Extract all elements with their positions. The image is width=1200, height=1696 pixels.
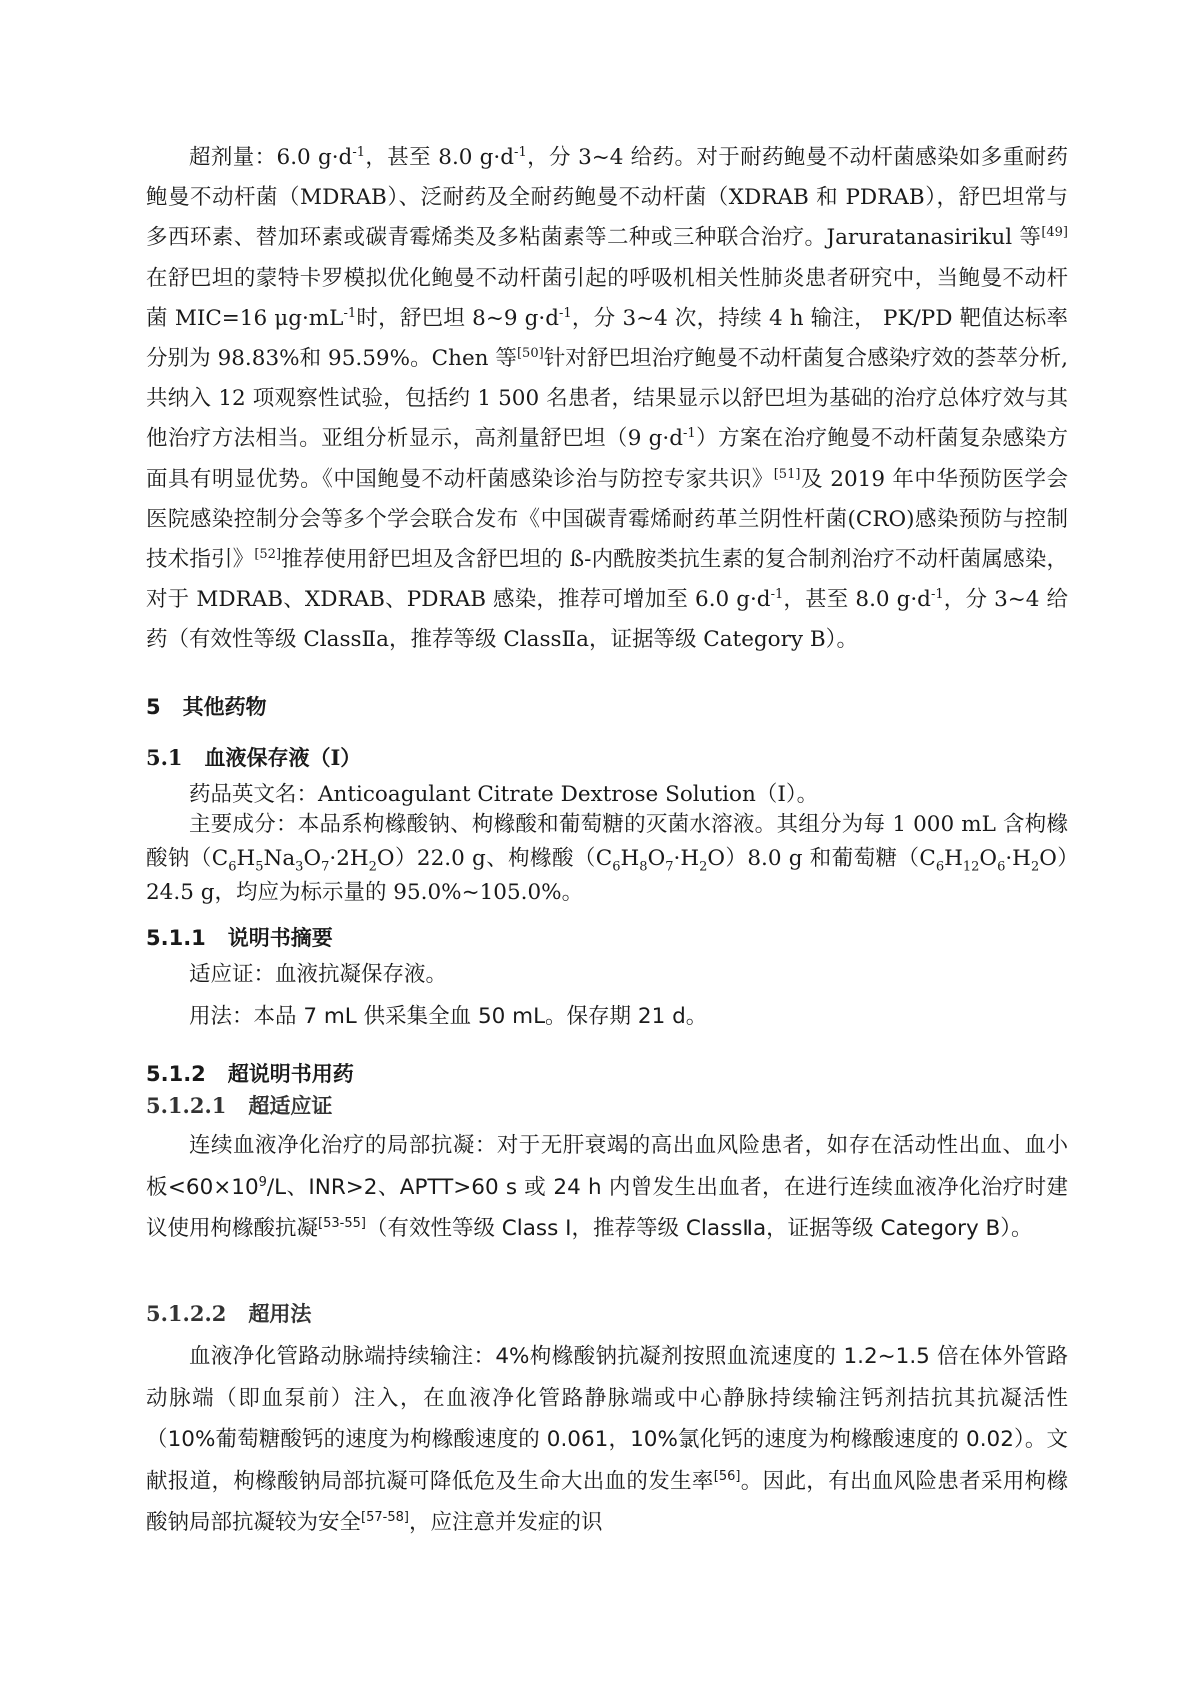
composition-paragraph (146, 808, 1068, 910)
superscript: -1 (930, 587, 944, 603)
section-heading-5-1-2-1 (146, 1090, 332, 1122)
text-run: 时，舒巴坦 8~9 g·d (356, 305, 559, 331)
subscript: 2 (368, 859, 377, 875)
text-run: 超剂量：6.0 g·d (189, 145, 353, 170)
text-run: 连续血液净化治疗的局部抗凝：对于无肝衰竭的高出血风险患者，如存在活动性出血、血小板<60×10 (146, 1133, 1068, 1200)
text-run: ）方案在治疗鲍曼不动杆菌复杂感染方面具有明显优势。《中国鲍曼不动杆菌感染诊治与防控专家共识》 (146, 426, 1068, 492)
superscript: 9 (258, 1174, 267, 1190)
text-run: 推荐使用舒巴坦及含舒巴坦的 ß-内酰胺类抗生素的复合制剂治疗不动杆菌属感染，对于 MDRAB、XDRAB、PDRAB 感染，推荐可增加至 6.0 g·d (146, 547, 1068, 613)
section-heading-5-1 (146, 742, 361, 774)
text-run: ，分 3~4 给药。对于耐药鲍曼不动杆菌感染如多重耐药鲍曼不动杆菌（MDRAB）、泛耐药及全耐药鲍曼不动杆菌（XDRAB 和 PDRAB），舒巴坦常与多西环素、替加环素或碳青霉烯类及多粘菌素等二种或三种联合治疗。Jaruratanasirikul 等 (146, 145, 1069, 251)
subscript: 6 (612, 859, 621, 875)
section-title: 血液保存液（I） (204, 745, 362, 770)
citation: [57-58] (361, 1509, 409, 1525)
subscript: 5 (255, 859, 264, 875)
text-run: ，甚至 8.0 g·d (365, 145, 515, 170)
subscript: 8 (639, 859, 648, 875)
section-number: 5.1.1 (146, 926, 206, 950)
superscript: -1 (352, 144, 365, 160)
section-title: 说明书摘要 (227, 926, 333, 950)
superscript: -1 (683, 426, 696, 442)
superscript: -1 (343, 305, 357, 321)
text-run: 血液净化管路动脉端持续输注：4%枸橼酸钠抗凝剂按照血流速度的 1.2~1.5 倍在体外管路动脉端（即血泵前）注入，在血液净化管路静脉端或中心静脉持续输注钙剂拮抗其抗凝活性（10%葡萄糖酸钙的速度为枸橼酸速度的 0.061，10%氯化钙的速度为枸橼酸速度的 0.02）。文献报道，枸橼酸钠局部抗凝可降低危及生命大出血的发生率 (146, 1344, 1068, 1494)
section-heading-5-1-2 (146, 1058, 354, 1090)
subscript: 2 (1030, 859, 1040, 875)
text-run: O (303, 846, 322, 871)
subscript: 7 (665, 859, 674, 875)
citation: [52] (254, 546, 282, 562)
section-heading-5-1-1 (146, 922, 333, 954)
text-run: ，甚至 8.0 g·d (783, 587, 931, 613)
section-number: 5.1 (146, 745, 183, 770)
text-run: ，应注意并发症的识 (408, 1510, 603, 1535)
text-run: H (944, 846, 963, 871)
subscript: 12 (962, 859, 980, 875)
text-run: O (647, 846, 666, 871)
section-title: 超用法 (248, 1301, 312, 1326)
section-title: 超适应证 (248, 1093, 333, 1118)
subscript: 6 (228, 859, 237, 875)
text-run: 在舒巴坦的蒙特卡罗模拟优化鲍曼不动杆菌引起的呼吸机相关性肺炎患者研究中，当鲍曼不动杆菌 MIC=16 μg·mL (146, 265, 1068, 331)
text-run: ，分 3~4 给药（有效性等级 ClassⅡa，推荐等级 ClassⅡa，证据等级 Category B）。 (146, 587, 1068, 653)
usage-line: 用法：本品 7 mL 供采集全血 50 mL。保存期 21 d。 (189, 1004, 708, 1029)
section-heading-5-1-2-2 (146, 1298, 311, 1330)
paragraph-continuous-infusion (146, 1336, 1068, 1544)
text-run: （有效性等级 Class I，推荐等级 ClassⅡa，证据等级 Category B）。 (365, 1216, 1033, 1241)
section-number: 5.1.2.2 (146, 1301, 227, 1326)
text-run: /L、INR>2、APTT>60 s 或 24 h 内曾发生出血者，在进行连续血液净化治疗时建议使用枸橼酸抗凝 (146, 1174, 1069, 1241)
text-run: O）22.0 g、枸橼酸（C (376, 846, 613, 871)
subscript: 7 (321, 859, 330, 875)
section-number: 5.1.2 (146, 1062, 206, 1086)
text-run: O）8.0 g 和葡萄糖（C (707, 846, 936, 871)
citation: [56] (713, 1468, 741, 1484)
text-run: O）24.5 g，均应为标示量的 95.0%~105.0%。 (146, 846, 1069, 905)
text-run: O (979, 846, 998, 871)
subscript: 3 (295, 859, 304, 875)
text-run: H (236, 846, 256, 871)
superscript: -1 (559, 305, 572, 321)
paragraph-local-anticoagulation (146, 1125, 1068, 1250)
section-number: 5 (146, 695, 161, 719)
text-run: 针对舒巴坦治疗鲍曼不动杆菌复合感染疗效的荟萃分析,共纳入 12 项观察性试验，包括约 1 500 名患者，结果显示以舒巴坦为基础的治疗总体疗效与其他治疗方法相当。亚组分析显示，高剂量舒巴坦（9 g·d (146, 346, 1068, 452)
superscript: -1 (514, 144, 527, 160)
subscript: 2 (699, 859, 708, 875)
text-run: ，分 3~4 次，持续 4 h 输注， PK/PD 靶值达标率分别为 98.83%和 95.59%。Chen 等 (146, 305, 1069, 372)
citation: [49] (1041, 225, 1068, 241)
text-run: Na (263, 846, 296, 871)
subscript: 6 (935, 859, 945, 875)
text-run: 主要成分：本品系枸橼酸钠、枸橼酸和葡萄糖的灭菌水溶液。其组分为每 1 000 mL 含枸橼酸钠（C (146, 812, 1068, 871)
citation: [50] (516, 345, 544, 361)
english-name-line: 药品英文名：Anticoagulant Citrate Dextrose Solution（I）。 (189, 782, 819, 807)
text-run: ·H (673, 846, 700, 871)
citation: [51] (773, 466, 801, 482)
section-title: 超说明书用药 (227, 1062, 354, 1086)
text-run: ·2H (329, 846, 369, 871)
citation: [53-55] (318, 1215, 366, 1231)
subscript: 6 (997, 859, 1006, 875)
text-run: 。因此，有出血风险患者采用枸橼酸钠局部抗凝较为安全 (146, 1468, 1068, 1535)
text-run: 及 2019 年中华预防医学会医院感染控制分会等多个学会联合发布《中国碳青霉烯耐药革兰阴性杆菌(CRO)感染预防与控制技术指引》 (146, 466, 1068, 573)
indication-line: 适应证：血液抗凝保存液。 (189, 962, 448, 987)
superscript: -1 (770, 587, 784, 603)
section-number: 5.1.2.1 (146, 1093, 227, 1118)
paragraph-sulbactam (146, 138, 1068, 661)
section-heading-5 (146, 691, 267, 723)
section-title: 其他药物 (182, 695, 267, 719)
text-run: H (620, 846, 640, 871)
text-run: ·H (1005, 846, 1031, 871)
